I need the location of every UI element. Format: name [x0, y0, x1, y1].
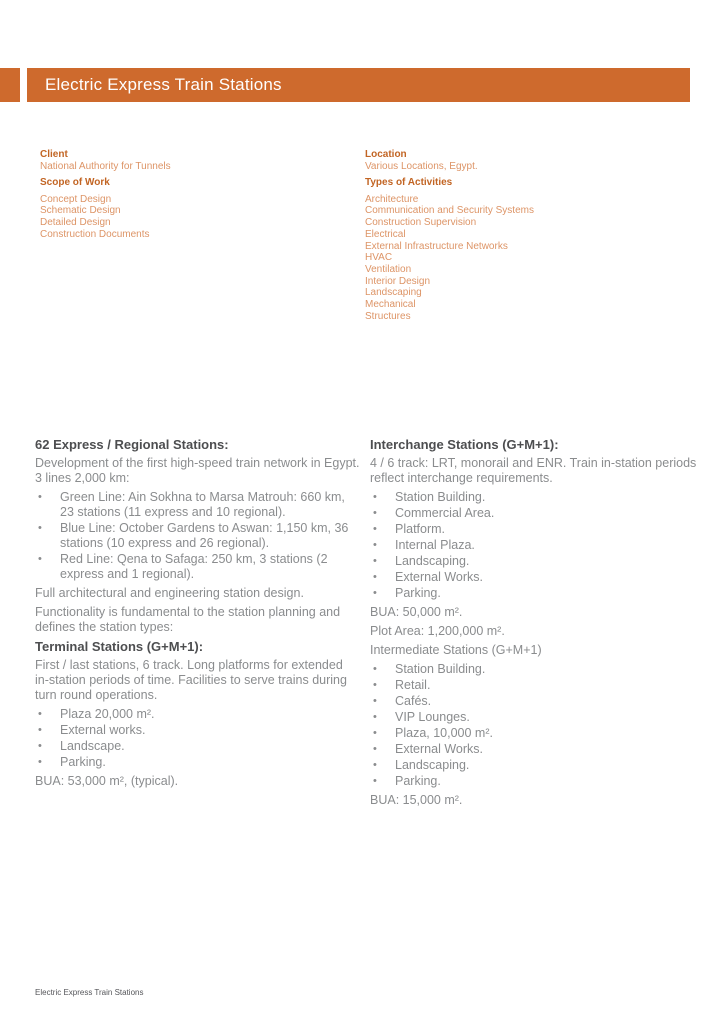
- bullet-item: • Landscape.: [35, 739, 360, 754]
- paragraph: Full architectural and engineering station design.: [35, 586, 304, 600]
- header-banner: [0, 68, 724, 102]
- bullet-list: [370, 490, 700, 601]
- meta-value: Construction Supervision: [365, 217, 477, 229]
- paragraph: BUA: 15,000 m².: [370, 793, 463, 807]
- bullet-list: [370, 662, 700, 789]
- bullet-item: • Parking.: [370, 586, 700, 601]
- meta-group: [40, 176, 365, 241]
- meta-label: Client: [40, 149, 68, 160]
- bullet-item: • Plaza 20,000 m².: [35, 707, 360, 722]
- paragraph: BUA: 53,000 m², (typical).: [35, 774, 179, 788]
- meta-value: Landscaping: [365, 287, 422, 299]
- meta-group: [365, 176, 690, 323]
- section-heading: Interchange Stations (G+M+1):: [370, 437, 559, 452]
- meta-value-list: [40, 161, 365, 173]
- meta-value: External Infrastructure Networks: [365, 240, 508, 252]
- meta-group: [365, 148, 690, 173]
- bullet-item: • Blue Line: October Gardens to Aswan: 1,150 km, 36 stations (10 express and 26 regional).: [35, 521, 360, 551]
- paragraph: Plot Area: 1,200,000 m².: [370, 624, 505, 638]
- bullet-item: • Platform.: [370, 522, 700, 537]
- meta-label: Scope of Work: [40, 176, 110, 188]
- bullet-item: • Landscaping.: [370, 758, 700, 773]
- footer-title: Electric Express Train Stations: [35, 988, 144, 997]
- page-title: Electric Express Train Stations: [45, 75, 282, 94]
- project-meta: [40, 148, 690, 322]
- bullet-item: • Parking.: [35, 755, 360, 770]
- meta-value: Structures: [365, 310, 411, 322]
- bullet-item: • Internal Plaza.: [370, 538, 700, 553]
- meta-label: Location: [365, 149, 407, 160]
- bullet-item: • Parking.: [370, 774, 700, 789]
- meta-value: HVAC: [365, 252, 393, 264]
- meta-value: Ventilation: [365, 263, 412, 275]
- bullet-item: • VIP Lounges.: [370, 710, 700, 725]
- meta-value-list: [365, 194, 690, 323]
- section-heading: Terminal Stations (G+M+1):: [35, 639, 204, 654]
- meta-value: Detailed Design: [40, 217, 111, 229]
- meta-value: Communication and Security Systems: [365, 205, 534, 217]
- meta-value-list: [40, 194, 365, 241]
- bullet-item: • Red Line: Qena to Safaga: 250 km, 3 stations (2 express and 1 regional).: [35, 552, 360, 582]
- meta-column-left: [40, 148, 365, 322]
- bullet-list: [35, 490, 360, 582]
- project-description: [35, 437, 700, 812]
- meta-label: Types of Activities: [365, 176, 453, 188]
- meta-value: Concept Design: [40, 193, 112, 205]
- meta-value-list: [365, 161, 690, 173]
- meta-value: Electrical: [365, 228, 406, 240]
- bullet-item: • Station Building.: [370, 490, 700, 505]
- bullet-item: • Commercial Area.: [370, 506, 700, 521]
- body-column-left: [35, 437, 360, 812]
- bullet-item: • Retail.: [370, 678, 700, 693]
- bullet-item: • External Works.: [370, 570, 700, 585]
- paragraph: First / last stations, 6 track. Long platforms for extended in-station periods of time. Facilities to serve trains during turn round operations.: [35, 658, 347, 702]
- bullet-item: • Station Building.: [370, 662, 700, 677]
- paragraph: BUA: 50,000 m².: [370, 605, 463, 619]
- meta-group: [40, 148, 365, 173]
- paragraph: Intermediate Stations (G+M+1): [370, 643, 542, 657]
- meta-value: Mechanical: [365, 299, 416, 311]
- bullet-item: • External works.: [35, 723, 360, 738]
- body-column-right: [370, 437, 700, 812]
- bullet-item: • Plaza, 10,000 m².: [370, 726, 700, 741]
- meta-column-right: [365, 148, 690, 322]
- meta-value: National Authority for Tunnels: [40, 161, 171, 172]
- paragraph: 4 / 6 track: LRT, monorail and ENR. Train in-station periods reflect interchange requirements.: [370, 456, 697, 485]
- paragraph: Development of the first high-speed train network in Egypt. 3 lines 2,000 km:: [35, 456, 360, 485]
- bullet-item: • Green Line: Ain Sokhna to Marsa Matrouh: 660 km, 23 stations (11 express and 10 regional).: [35, 490, 360, 520]
- bullet-item: • Cafés.: [370, 694, 700, 709]
- meta-value: Interior Design: [365, 275, 431, 287]
- banner-edge-block: [0, 68, 20, 102]
- meta-value: Schematic Design: [40, 205, 121, 217]
- meta-value: Architecture: [365, 193, 419, 205]
- meta-value: Various Locations, Egypt.: [365, 161, 478, 172]
- section-heading: 62 Express / Regional Stations:: [35, 437, 229, 452]
- bullet-item: • External Works.: [370, 742, 700, 757]
- page-footer: [35, 988, 143, 998]
- paragraph: Functionality is fundamental to the station planning and defines the station types:: [35, 605, 341, 634]
- meta-value: Construction Documents: [40, 228, 150, 240]
- bullet-item: • Landscaping.: [370, 554, 700, 569]
- banner: [27, 68, 690, 102]
- bullet-list: [35, 707, 360, 770]
